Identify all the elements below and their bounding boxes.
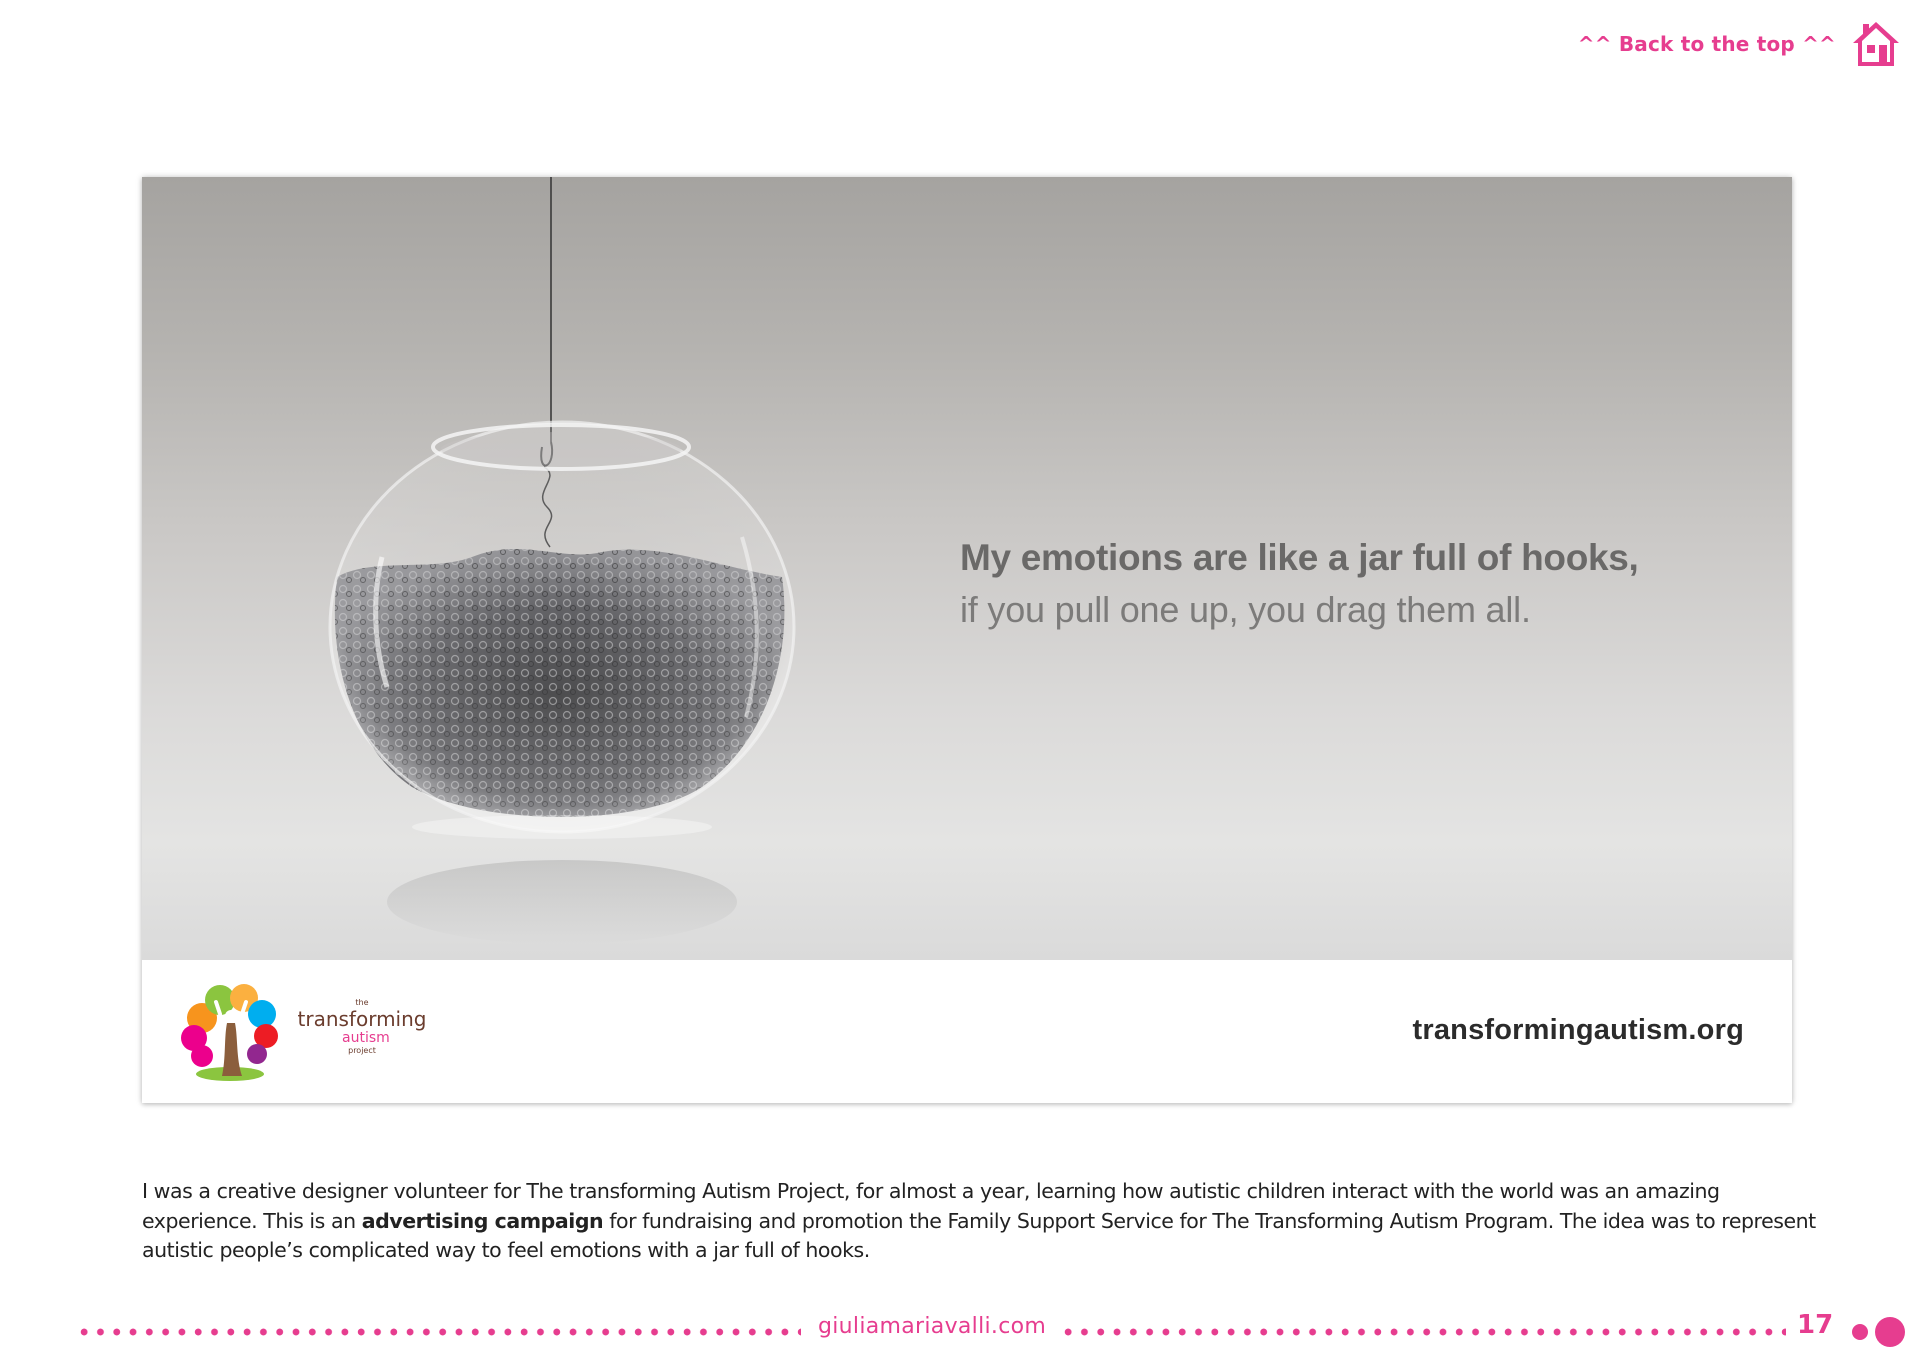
page-number: 17 bbox=[1797, 1310, 1834, 1340]
ad-photo bbox=[142, 177, 1792, 960]
ad-footer bbox=[142, 960, 1792, 1103]
tree-logo-icon bbox=[172, 978, 292, 1088]
description-bold: advertising campaign bbox=[361, 1208, 604, 1233]
logo-the: the bbox=[355, 998, 369, 1007]
footer-website-link[interactable]: giuliamariavalli.com bbox=[818, 1314, 1047, 1339]
dotted-rule-left bbox=[76, 1328, 801, 1336]
logo-autism: autism bbox=[342, 1030, 390, 1046]
logo-project: project bbox=[348, 1046, 376, 1055]
ad-image bbox=[142, 177, 1792, 1103]
decorative-dot-small bbox=[1852, 1324, 1868, 1340]
ad-website-url: transformingautism.org bbox=[1412, 1014, 1744, 1046]
ad-headline-light: if you pull one up, you drag them all. bbox=[960, 589, 1531, 630]
project-description bbox=[142, 1177, 1822, 1266]
ad-headline bbox=[960, 532, 1720, 636]
back-to-top-link[interactable]: ^^ Back to the top ^^ bbox=[1577, 32, 1836, 56]
description-text-2: for fundraising and promotion the Family Support Service for The Transforming Autism Program. The idea was to represent autistic people’s complicated way to feel emotions with a jar full of hooks. bbox=[142, 1208, 1816, 1262]
home-icon[interactable] bbox=[1850, 19, 1902, 69]
logo-transforming: transforming bbox=[297, 1007, 427, 1031]
description-text-1: I was a creative designer volunteer for The transforming Autism Project, for almost a year, learning how autistic children interact with the world was an amazing experience. This is an bbox=[142, 1179, 1720, 1233]
logo-text bbox=[292, 998, 432, 1056]
transforming-autism-logo bbox=[172, 978, 427, 1088]
decorative-dot-large bbox=[1875, 1317, 1905, 1347]
dotted-rule-right bbox=[1060, 1328, 1786, 1336]
top-nav bbox=[1578, 16, 1902, 72]
page-footer bbox=[0, 1310, 1920, 1350]
ad-headline-bold: My emotions are like a jar full of hooks, bbox=[960, 537, 1639, 578]
